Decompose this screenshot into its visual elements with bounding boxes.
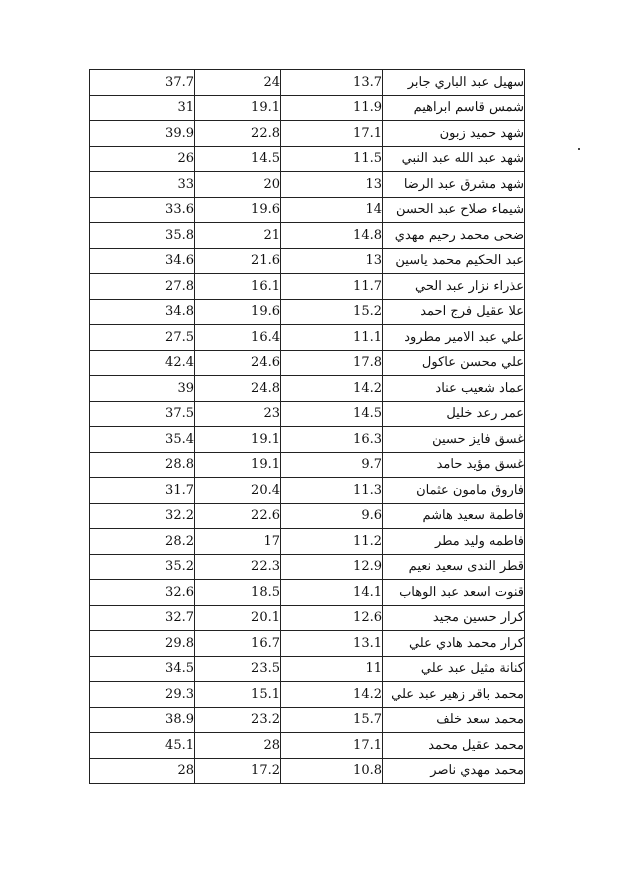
table-row [90,248,525,274]
table-row [90,95,525,121]
score-b-cell: 23 [195,401,281,427]
table-row [90,223,525,249]
score-a-cell: 14.2 [281,682,383,708]
score-a-cell: 11.1 [281,325,383,351]
table-row [90,299,525,325]
table-row [90,605,525,631]
table-row [90,682,525,708]
score-a-cell: 11.5 [281,146,383,172]
student-name-cell: غسق فايز حسين [383,427,525,453]
table-row [90,554,525,580]
score-a-cell: 9.6 [281,503,383,529]
score-a-cell: 13 [281,248,383,274]
table-row [90,452,525,478]
score-a-cell: 17.1 [281,121,383,147]
table-row [90,707,525,733]
score-a-cell: 10.8 [281,758,383,784]
student-name-cell: فاطمة سعيد هاشم [383,503,525,529]
total-cell: 39.9 [90,121,195,147]
score-b-cell: 19.1 [195,427,281,453]
total-cell: 31 [90,95,195,121]
student-name-cell: غسق مؤيد حامد [383,452,525,478]
total-cell: 45.1 [90,733,195,759]
student-name-cell: علي عبد الامير مطرود [383,325,525,351]
score-b-cell: 23.5 [195,656,281,682]
score-b-cell: 16.7 [195,631,281,657]
table-row [90,197,525,223]
student-name-cell: قنوت اسعد عبد الوهاب [383,580,525,606]
table-row [90,631,525,657]
grades-table-body [90,70,525,784]
student-name-cell: عذراء نزار عبد الحي [383,274,525,300]
total-cell: 35.8 [90,223,195,249]
score-b-cell: 19.1 [195,95,281,121]
table-row [90,427,525,453]
score-a-cell: 12.9 [281,554,383,580]
total-cell: 29.3 [90,682,195,708]
student-name-cell: سهيل عبد الباري جابر [383,70,525,96]
score-b-cell: 22.6 [195,503,281,529]
student-name-cell: ضحى محمد رحيم مهدي [383,223,525,249]
score-a-cell: 11.7 [281,274,383,300]
student-name-cell: محمد عقيل محمد [383,733,525,759]
total-cell: 37.7 [90,70,195,96]
score-b-cell: 18.5 [195,580,281,606]
student-name-cell: شهد حميد زبون [383,121,525,147]
total-cell: 27.5 [90,325,195,351]
total-cell: 28.8 [90,452,195,478]
table-row [90,325,525,351]
score-b-cell: 16.4 [195,325,281,351]
total-cell: 38.9 [90,707,195,733]
score-b-cell: 15.1 [195,682,281,708]
student-name-cell: عماد شعيب عناد [383,376,525,402]
total-cell: 34.8 [90,299,195,325]
table-row [90,580,525,606]
table-row [90,478,525,504]
table-row [90,146,525,172]
score-a-cell: 11.2 [281,529,383,555]
score-b-cell: 19.1 [195,452,281,478]
score-b-cell: 20 [195,172,281,198]
total-cell: 39 [90,376,195,402]
total-cell: 32.7 [90,605,195,631]
total-cell: 34.6 [90,248,195,274]
score-b-cell: 24 [195,70,281,96]
student-name-cell: شهد عبد الله عبد النبي [383,146,525,172]
score-b-cell: 22.8 [195,121,281,147]
student-name-cell: محمد سعد خلف [383,707,525,733]
total-cell: 27.8 [90,274,195,300]
score-a-cell: 17.8 [281,350,383,376]
table-row [90,503,525,529]
student-name-cell: كنانة مثيل عبد علي [383,656,525,682]
score-b-cell: 16.1 [195,274,281,300]
score-b-cell: 20.4 [195,478,281,504]
student-name-cell: محمد مهدي ناصر [383,758,525,784]
student-name-cell: عمر رعد خليل [383,401,525,427]
total-cell: 32.6 [90,580,195,606]
score-b-cell: 28 [195,733,281,759]
score-a-cell: 11.3 [281,478,383,504]
table-row [90,401,525,427]
student-name-cell: شهد مشرق عبد الرضا [383,172,525,198]
score-b-cell: 22.3 [195,554,281,580]
table-row [90,733,525,759]
score-b-cell: 24.8 [195,376,281,402]
table-row [90,350,525,376]
score-b-cell: 19.6 [195,197,281,223]
score-a-cell: 13.7 [281,70,383,96]
score-a-cell: 14.5 [281,401,383,427]
total-cell: 28.2 [90,529,195,555]
table-row [90,121,525,147]
student-name-cell: فاطمه وليد مطر [383,529,525,555]
total-cell: 35.2 [90,554,195,580]
total-cell: 28 [90,758,195,784]
total-cell: 33.6 [90,197,195,223]
table-row [90,172,525,198]
table-row [90,274,525,300]
student-name-cell: علا عقيل فرج احمد [383,299,525,325]
total-cell: 34.5 [90,656,195,682]
grades-table [89,69,525,784]
score-b-cell: 17 [195,529,281,555]
total-cell: 31.7 [90,478,195,504]
table-row [90,376,525,402]
score-b-cell: 24.6 [195,350,281,376]
student-name-cell: فاروق مامون عثمان [383,478,525,504]
score-b-cell: 21.6 [195,248,281,274]
score-b-cell: 14.5 [195,146,281,172]
table-row [90,758,525,784]
score-a-cell: 14.1 [281,580,383,606]
score-a-cell: 16.3 [281,427,383,453]
total-cell: 33 [90,172,195,198]
score-a-cell: 13.1 [281,631,383,657]
student-name-cell: شيماء صلاح عبد الحسن [383,197,525,223]
score-a-cell: 17.1 [281,733,383,759]
score-b-cell: 19.6 [195,299,281,325]
score-a-cell: 11 [281,656,383,682]
total-cell: 42.4 [90,350,195,376]
student-name-cell: محمد باقر زهير عبد علي [383,682,525,708]
score-a-cell: 15.7 [281,707,383,733]
total-cell: 26 [90,146,195,172]
student-name-cell: قطر الندى سعيد نعيم [383,554,525,580]
score-a-cell: 12.6 [281,605,383,631]
score-b-cell: 21 [195,223,281,249]
score-a-cell: 14.2 [281,376,383,402]
table-row [90,529,525,555]
student-name-cell: علي محسن عاكول [383,350,525,376]
score-a-cell: 11.9 [281,95,383,121]
score-a-cell: 13 [281,172,383,198]
student-name-cell: شمس قاسم ابراهيم [383,95,525,121]
score-a-cell: 15.2 [281,299,383,325]
total-cell: 32.2 [90,503,195,529]
table-row [90,70,525,96]
score-b-cell: 23.2 [195,707,281,733]
score-a-cell: 14.8 [281,223,383,249]
score-b-cell: 20.1 [195,605,281,631]
total-cell: 37.5 [90,401,195,427]
score-a-cell: 14 [281,197,383,223]
student-name-cell: كرار محمد هادي علي [383,631,525,657]
student-name-cell: كرار حسين مجيد [383,605,525,631]
table-row [90,656,525,682]
score-a-cell: 9.7 [281,452,383,478]
total-cell: 29.8 [90,631,195,657]
stray-mark [578,148,580,150]
total-cell: 35.4 [90,427,195,453]
score-b-cell: 17.2 [195,758,281,784]
student-name-cell: عبد الحكيم محمد ياسين [383,248,525,274]
